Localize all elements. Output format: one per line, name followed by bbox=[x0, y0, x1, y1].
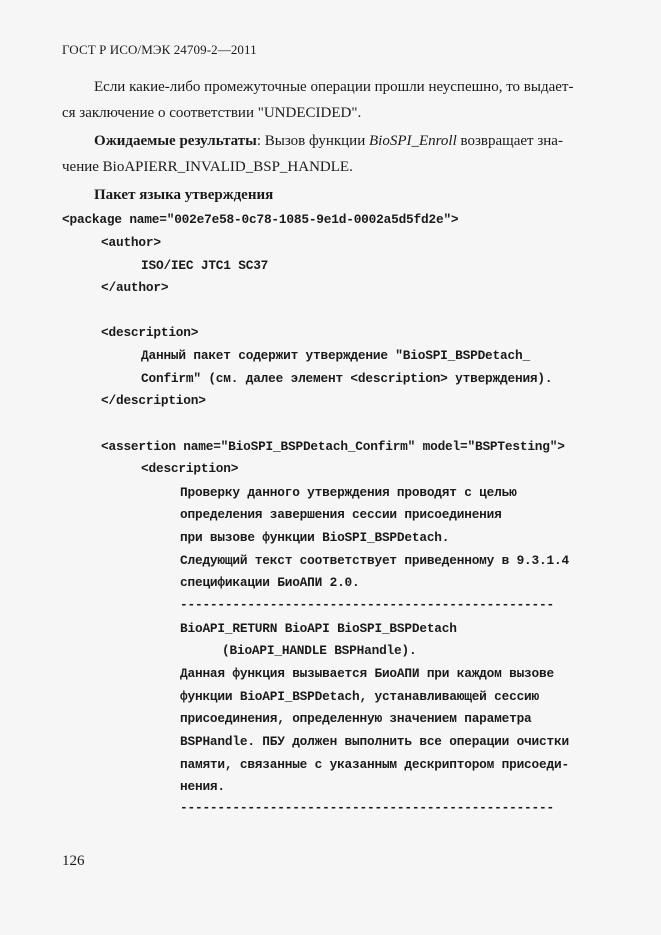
package-heading: Пакет языка утверждения bbox=[94, 187, 274, 203]
paragraph-line: Если какие-либо промежуточные операции прошли неуспешно, то выдает- bbox=[94, 79, 574, 95]
code-line: памяти, связанные с указанным дескриптором присоеди- bbox=[180, 757, 569, 772]
code-line: присоединения, определенную значением параметра bbox=[180, 711, 532, 726]
code-separator: -------------------------------------------------- bbox=[180, 597, 554, 612]
expected-results-line: чение BioAPIERR_INVALID_BSP_HANDLE. bbox=[62, 159, 353, 175]
expected-text: возвращает зна- bbox=[456, 133, 563, 149]
code-line: BioAPI_RETURN BioAPI BioSPI_BSPDetach bbox=[180, 621, 457, 636]
code-line: нения. bbox=[180, 779, 225, 794]
function-name: BioSPI_Enroll bbox=[368, 133, 457, 149]
code-line: при вызове функции BioSPI_BSPDetach. bbox=[180, 530, 450, 545]
code-line: </description> bbox=[101, 393, 206, 408]
code-line: ISO/IEC JTC1 SC37 bbox=[141, 258, 269, 273]
paragraph-line: ся заключение о соответствии "UNDECIDED". bbox=[62, 105, 362, 121]
code-line: спецификации БиоАПИ 2.0. bbox=[180, 575, 360, 590]
expected-text: : Вызов функции bbox=[256, 133, 369, 149]
code-line: определения завершения сессии присоединения bbox=[180, 507, 502, 522]
code-line: <author> bbox=[101, 235, 161, 250]
expected-results-line bbox=[94, 133, 563, 150]
expected-results-label: Ожидаемые результаты bbox=[94, 133, 257, 149]
code-line: Проверку данного утверждения проводят с целью bbox=[180, 485, 517, 500]
code-line: Confirm" (см. далее элемент <description> утверждения). bbox=[141, 371, 553, 386]
code-separator: -------------------------------------------------- bbox=[180, 800, 554, 815]
code-line: <description> bbox=[101, 325, 199, 340]
code-line: <assertion name="BioSPI_BSPDetach_Confirm" model="BSPTesting"> bbox=[101, 439, 565, 454]
code-line: Данная функция вызывается БиоАПИ при каждом вызове bbox=[180, 666, 554, 681]
code-line: </author> bbox=[101, 280, 169, 295]
page-number: 126 bbox=[62, 853, 85, 869]
code-line: <package name="002e7e58-0c78-1085-9e1d-0002a5d5fd2e"> bbox=[62, 212, 459, 227]
code-line: Данный пакет содержит утверждение "BioSPI_BSPDetach_ bbox=[141, 348, 530, 363]
code-line: функции BioAPI_BSPDetach, устанавливающей сессию bbox=[180, 689, 540, 704]
code-line: <description> bbox=[141, 461, 239, 476]
code-line: Следующий текст соответствует приведенному в 9.3.1.4 bbox=[180, 553, 569, 568]
standard-header: ГОСТ Р ИСО/МЭК 24709-2—2011 bbox=[62, 42, 257, 57]
code-line: (BioAPI_HANDLE BSPHandle). bbox=[222, 643, 417, 658]
code-line: BSPHandle. ПБУ должен выполнить все операции очистки bbox=[180, 734, 569, 749]
